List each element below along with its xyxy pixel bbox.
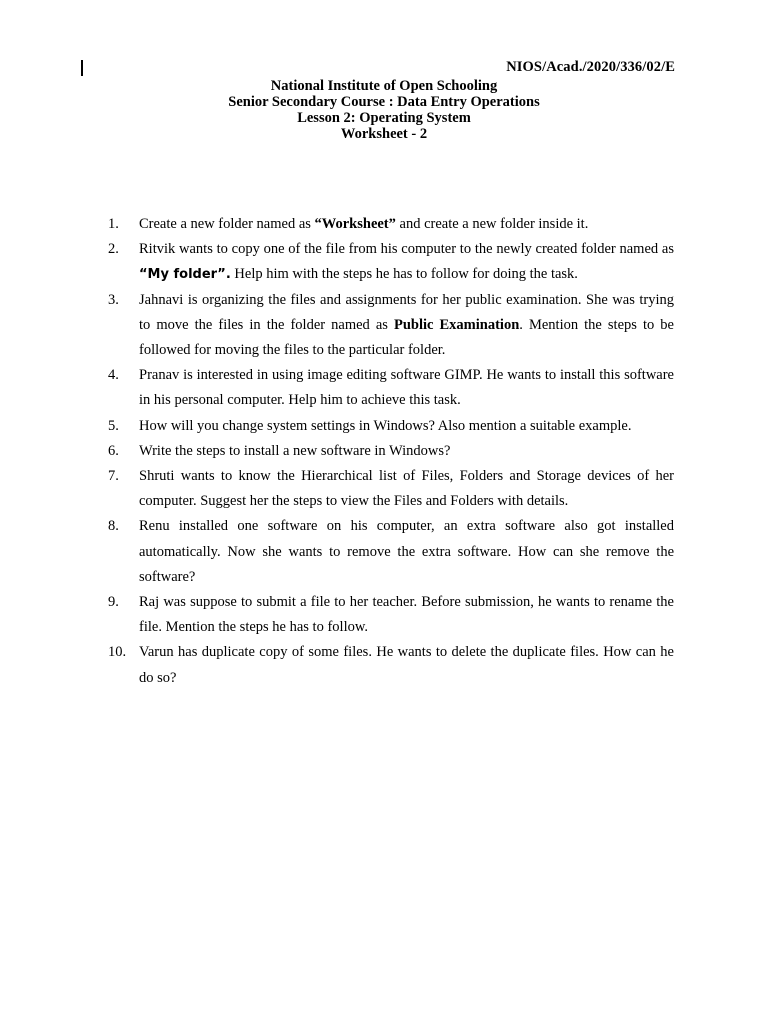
question-item	[108, 640, 674, 690]
question-text: Renu installed one software on his computer, an extra software also got installed automatically. Now she wants to remove the extra software. How can she remove the software?	[139, 518, 674, 585]
question-item	[108, 288, 674, 364]
question-item	[108, 464, 674, 514]
question-item	[108, 414, 674, 439]
question-text: Raj was suppose to submit a file to her teacher. Before submission, he wants to rename the file. Mention the steps he has to follow.	[139, 594, 674, 636]
question-number: 10.	[108, 644, 127, 661]
question-emphasis: “Worksheet”	[314, 216, 396, 232]
institute-title: National Institute of Open Schooling	[270, 78, 498, 94]
question-number: 3.	[108, 291, 119, 308]
question-text: Ritvik wants to copy one of the file from his computer to the newly created folder named as	[139, 241, 674, 258]
document-header	[0, 78, 768, 142]
course-title: Senior Secondary Course : Data Entry Operations	[228, 94, 540, 110]
question-text: Varun has duplicate copy of some files. He wants to delete the duplicate files. How can he do so?	[139, 644, 674, 686]
question-text: Help him with the steps he has to follow for doing the task.	[230, 266, 578, 283]
question-item	[108, 590, 674, 640]
question-text: and create a new folder inside it.	[395, 216, 589, 232]
question-item	[108, 514, 674, 590]
question-number: 8.	[108, 518, 119, 535]
document-reference: NIOS/Acad./2020/336/02/E	[506, 59, 675, 75]
question-item	[108, 212, 674, 237]
question-item	[108, 237, 674, 287]
question-number: 2.	[108, 241, 119, 258]
question-emphasis: “My folder”.	[139, 267, 231, 283]
lesson-title: Lesson 2: Operating System	[297, 110, 471, 126]
question-text: Create a new folder named as	[139, 216, 315, 232]
question-number: 1.	[108, 216, 119, 232]
question-item	[108, 363, 674, 413]
question-text: Jahnavi is organizing the files and assignments for her public examination. She was trying to move the files in the folder named as	[139, 291, 674, 333]
text-cursor-marker	[81, 60, 83, 76]
question-number: 6.	[108, 442, 119, 459]
question-list	[108, 212, 674, 691]
question-text: How will you change system settings in Windows? Also mention a suitable example.	[139, 417, 632, 434]
question-text: Write the steps to install a new software in Windows?	[139, 442, 451, 459]
worksheet-title: Worksheet - 2	[340, 126, 428, 142]
question-number: 9.	[108, 594, 119, 611]
question-text: . Mention the steps to be followed for moving the files to the particular folder.	[139, 316, 674, 359]
question-item	[108, 439, 674, 464]
question-number: 7.	[108, 468, 119, 485]
question-number: 4.	[108, 367, 119, 384]
question-text: Pranav is interested in using image editing software GIMP. He wants to install this software in his personal computer. Help him to achieve this task.	[139, 367, 674, 409]
question-emphasis: Public Examination	[393, 316, 520, 333]
question-number: 5.	[108, 417, 119, 434]
question-text: Shruti wants to know the Hierarchical list of Files, Folders and Storage devices of her computer. Suggest her the steps to view the Files and Folders with details.	[139, 468, 674, 510]
